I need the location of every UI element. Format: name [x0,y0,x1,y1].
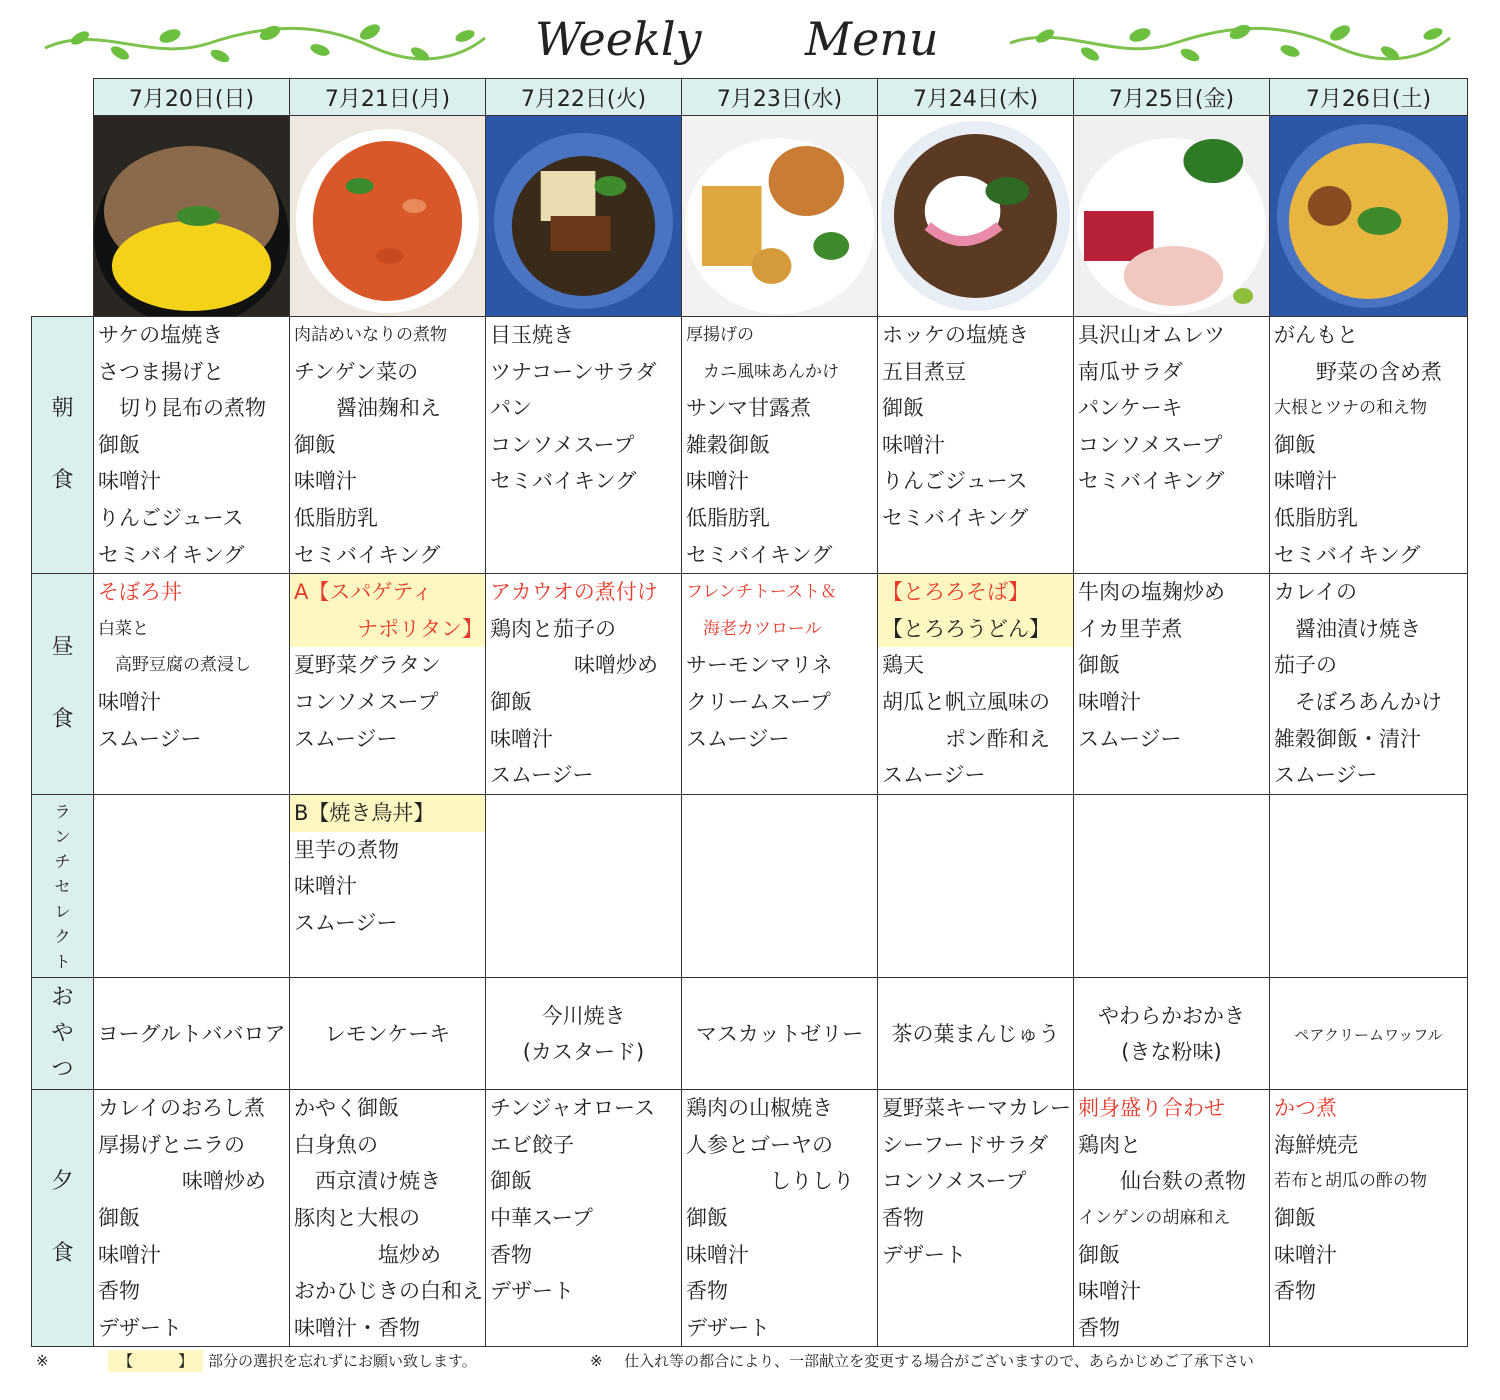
snack-cell [1270,978,1468,1090]
menu-item: サケの塩焼き [98,323,224,347]
breakfast-row [32,317,1468,574]
menu-item: ポン酢和え [882,726,1050,751]
food-photo-karei [1270,116,1467,316]
lunch-cell [290,574,486,795]
menu-item: セミバイキング [882,505,1029,530]
menu-item: セミバイキング [98,542,245,567]
menu-item: スムージー [1274,763,1378,788]
page-header [0,0,1500,80]
menu-item-main: アカウオの煮付け [490,580,658,605]
menu-item: 白菜と [98,618,149,639]
food-photo-cell [682,116,878,317]
menu-item: スムージー [294,910,398,935]
menu-item: スムージー [294,726,398,751]
menu-item: 南瓜サラダ [1078,359,1183,384]
menu-item: 香物 [490,1242,532,1267]
lunch-cell [878,574,1074,795]
snack-item: (きな粉味) [1121,1039,1222,1064]
menu-item: 中華スープ [490,1205,593,1230]
date-cell: 7月20日(日) [94,79,290,116]
breakfast-label: 朝 食 [32,317,94,574]
menu-item: 胡瓜と帆立風味の [882,689,1050,714]
menu-item: がんもと [1274,323,1358,347]
dinner-label: 夕 食 [32,1090,94,1347]
menu-item: 鶏肉の山椒焼き [686,1096,833,1121]
menu-item: 切り昆布の煮物 [98,396,266,421]
lunch-cell [682,574,878,795]
menu-item: 香物 [1078,1315,1120,1340]
menu-item: パン [490,396,532,421]
lunch-select-row [32,795,1468,978]
menu-item: 味噌汁 [98,1242,161,1267]
date-cell: 7月23日(水) [682,79,878,116]
snack-cell [878,978,1074,1090]
corner-cell [32,116,94,317]
menu-item: 香物 [882,1205,924,1230]
menu-item: スムージー [882,763,986,788]
footer-change-notice: 仕入れ等の都合により、一部献立を変更する場合がございますので、あらかじめご了承下さい [624,1352,1254,1370]
menu-item: 鶏肉と [1078,1132,1141,1157]
food-photo-soba [878,116,1073,316]
title-weekly: Weekly [535,12,702,66]
food-photo-cell [290,116,486,317]
menu-item: 香物 [686,1279,728,1304]
dinner-cell [682,1090,878,1347]
select-bracket-sample: 【 】 [108,1350,203,1372]
menu-item: 若布と胡瓜の酢の物 [1274,1171,1427,1192]
menu-item: かやく御飯 [294,1096,399,1121]
vine-decoration-left [40,18,490,68]
date-cell: 7月25日(金) [1074,79,1270,116]
dinner-row [32,1090,1468,1347]
photo-row [32,116,1468,317]
menu-item: 御飯 [686,1205,728,1230]
menu-item: 人参とゴーヤの [686,1132,833,1157]
snack-cell [1074,978,1270,1090]
menu-item: チンゲン菜の [294,359,419,384]
menu-item: 五目煮豆 [882,359,966,384]
lunch-select-cell [878,795,1074,978]
menu-item: デザート [882,1242,966,1267]
menu-item: カレイのおろし煮 [98,1096,265,1121]
menu-item-select: 【とろろそば】 [878,574,1073,611]
menu-item: インゲンの胡麻和え [1078,1207,1231,1228]
menu-item: 鶏天 [882,653,924,678]
menu-item: 味噌汁 [1078,689,1141,714]
menu-item-main: 海老カツロール [686,618,822,639]
menu-item-select: 【とろろうどん】 [878,611,1073,648]
snack-item: 今川焼き [541,1003,626,1028]
weekly-menu-table [31,78,1468,1347]
menu-item: コンソメスープ [294,689,439,714]
footer-note-right [590,1350,1254,1371]
footnote-mark: ※ [590,1352,603,1370]
menu-item: 香物 [98,1279,140,1304]
menu-item: ホッケの塩焼き [882,323,1029,347]
menu-item: 夏野菜キーマカレー [882,1096,1071,1121]
lunch-select-cell [94,795,290,978]
menu-item: セミバイキング [490,469,637,494]
menu-item: りんごジュース [98,505,244,530]
menu-item: 雑穀御飯 [686,432,770,457]
breakfast-cell [94,317,290,574]
menu-item: しりしり [686,1169,854,1194]
breakfast-cell [878,317,1074,574]
menu-item: 雑穀御飯・清汁 [1274,726,1421,751]
lunch-select-cell [1074,795,1270,978]
lunch-cell [1270,574,1468,795]
menu-item-main: かつ煮 [1274,1096,1337,1121]
menu-item: シーフードサラダ [882,1132,1049,1157]
lunch-row [32,574,1468,795]
menu-item-main: フレンチトースト＆ [686,582,838,603]
footer-note-left [36,1350,477,1371]
snack-cell [682,978,878,1090]
menu-item: 低脂肪乳 [294,505,378,530]
snack-cell [290,978,486,1090]
menu-item-select-b: B【焼き鳥丼】 [290,795,485,832]
menu-item: ツナコーンサラダ [490,359,657,384]
lunch-select-cell [682,795,878,978]
menu-item: 醤油麹和え [294,396,441,421]
menu-item: 厚揚げとニラの [98,1132,245,1157]
menu-item: セミバイキング [294,542,441,567]
food-photo-cell [1270,116,1468,317]
snack-item: マスカットゼリー [695,1021,864,1046]
menu-item: おかひじきの白和え [294,1279,483,1304]
lunch-cell [1074,574,1270,795]
breakfast-cell [682,317,878,574]
menu-item: 味噌汁・香物 [294,1315,420,1340]
menu-item: 味噌汁 [882,432,945,457]
menu-item: 里芋の煮物 [294,837,399,862]
menu-item: デザート [490,1279,574,1304]
breakfast-cell [486,317,682,574]
lunch-select-cell [290,795,486,978]
menu-item: 味噌汁 [490,726,553,751]
snack-item: ペアクリームワッフル [1294,1025,1443,1044]
lunch-label: 昼 食 [32,574,94,795]
menu-item: 御飯 [882,396,924,421]
menu-item: 御飯 [1274,1205,1316,1230]
snack-item: やわらかおかき [1098,1003,1245,1028]
food-photo-cell [1074,116,1270,317]
menu-item: 野菜の含め煮 [1274,359,1442,384]
snack-item: 茶の葉まんじゅう [891,1021,1060,1046]
menu-item: 味噌汁 [98,689,161,714]
menu-item: 香物 [1274,1279,1316,1304]
menu-item: 味噌汁 [1078,1279,1141,1304]
menu-item: 味噌汁 [98,469,161,494]
menu-item-main: そぼろ丼 [98,580,182,605]
food-photo-cell [878,116,1074,317]
menu-item: 御飯 [98,432,140,457]
menu-item: 高野豆腐の煮浸し [98,655,251,676]
menu-item-select-a: ナポリタン】 [290,611,485,648]
snack-cell [94,978,290,1090]
menu-item: コンソメスープ [1078,432,1223,457]
menu-item: 夏野菜グラタン [294,653,441,678]
menu-item: 白身魚の [294,1132,378,1157]
date-cell: 7月26日(土) [1270,79,1468,116]
food-photo-napolitan [290,116,485,316]
food-photo-french-toast [682,116,877,316]
menu-item: 仙台麩の煮物 [1078,1169,1246,1194]
dinner-cell [486,1090,682,1347]
title-menu: Menu [805,12,939,66]
menu-item: 御飯 [1274,432,1316,457]
menu-item: カニ風味あんかけ [686,361,839,382]
menu-item: 豚肉と大根の [294,1205,420,1230]
menu-item: エビ餃子 [490,1132,574,1157]
corner-cell [32,79,94,116]
menu-item: パンケーキ [1078,396,1183,421]
menu-item: 味噌汁 [686,1242,749,1267]
menu-item: 具沢山オムレツ [1078,323,1225,347]
breakfast-cell [290,317,486,574]
dinner-cell [290,1090,486,1347]
food-photo-nitsuke [486,116,681,316]
menu-item: セミバイキング [1078,469,1225,494]
menu-item: コンソメスープ [490,432,635,457]
menu-item: 低脂肪乳 [1274,505,1358,530]
menu-item: スムージー [490,763,594,788]
menu-item: 醤油漬け焼き [1274,616,1421,641]
lunch-select-cell [486,795,682,978]
date-cell: 7月24日(木) [878,79,1074,116]
menu-item: 味噌汁 [1274,469,1337,494]
lunch-cell [94,574,290,795]
menu-item: 肉詰めいなりの煮物 [294,325,447,345]
menu-item: 海鮮焼売 [1274,1132,1358,1157]
snack-label: お や つ [32,978,94,1090]
snack-item: (カスタード) [522,1039,645,1064]
breakfast-cell [1074,317,1270,574]
menu-item: 味噌汁 [1274,1242,1337,1267]
menu-item: 味噌汁 [294,874,357,899]
footer-select-text: 部分の選択を忘れずにお願い致します。 [207,1352,477,1370]
snack-row [32,978,1468,1090]
menu-item: カレイの [1274,580,1357,605]
menu-item: デザート [98,1315,182,1340]
menu-item: 御飯 [1078,653,1120,678]
dinner-cell [1074,1090,1270,1347]
menu-item: 塩炒め [294,1242,441,1267]
menu-item-main: 刺身盛り合わせ [1078,1096,1225,1121]
menu-item: 味噌炒め [490,653,658,678]
menu-item: 味噌汁 [294,469,357,494]
menu-item: 牛肉の塩麹炒め [1078,580,1225,605]
menu-item: コンソメスープ [882,1169,1027,1194]
menu-item: サンマ甘露煮 [686,396,811,421]
menu-item: さつま揚げと [98,359,224,384]
menu-item: チンジャオロース [490,1096,655,1121]
breakfast-cell [1270,317,1468,574]
menu-item: スムージー [1078,726,1182,751]
menu-item: 味噌汁 [686,469,749,494]
menu-item: クリームスープ [686,689,831,714]
menu-item: 御飯 [98,1205,140,1230]
menu-item: 西京漬け焼き [294,1169,441,1194]
food-photo-cell [94,116,290,317]
footnote-mark: ※ [36,1352,49,1370]
menu-item: 大根とツナの和え物 [1274,398,1427,419]
date-cell: 7月21日(月) [290,79,486,116]
dinner-cell [94,1090,290,1347]
food-photo-soboro-don [94,116,289,316]
lunch-select-cell [1270,795,1468,978]
menu-item: りんごジュース [882,469,1028,494]
menu-item: 鶏肉と茄子の [490,616,616,641]
menu-item: 厚揚げの [686,325,754,345]
dinner-cell [1270,1090,1468,1347]
menu-item: サーモンマリネ [686,653,833,678]
snack-item: ヨーグルトババロア [97,1021,286,1046]
menu-item: イカ里芋煮 [1078,616,1183,641]
vine-decoration-right [1005,18,1455,68]
menu-item: 茄子の [1274,653,1337,678]
menu-item: 御飯 [1078,1242,1120,1267]
menu-item: セミバイキング [1274,542,1421,567]
menu-item: そぼろあんかけ [1274,689,1442,714]
menu-item-select-a: A【スパゲティ [290,574,485,611]
dinner-cell [878,1090,1074,1347]
menu-item: スムージー [98,726,202,751]
snack-cell [486,978,682,1090]
menu-item: 味噌炒め [98,1169,266,1194]
lunch-cell [486,574,682,795]
lunch-select-label: ラ ン チ セ レ ク ト [32,795,94,978]
date-row [32,79,1468,116]
menu-item: スムージー [686,726,790,751]
menu-item: 御飯 [294,432,336,457]
food-photo-cell [486,116,682,317]
date-cell: 7月22日(火) [486,79,682,116]
food-photo-sashimi [1074,116,1269,316]
menu-item: セミバイキング [686,542,833,567]
menu-item: 低脂肪乳 [686,505,770,530]
menu-item: 目玉焼き [490,323,574,347]
snack-item: レモンケーキ [324,1021,451,1046]
menu-item: 御飯 [490,689,532,714]
menu-item: デザート [686,1315,770,1340]
menu-item: 御飯 [490,1169,532,1194]
